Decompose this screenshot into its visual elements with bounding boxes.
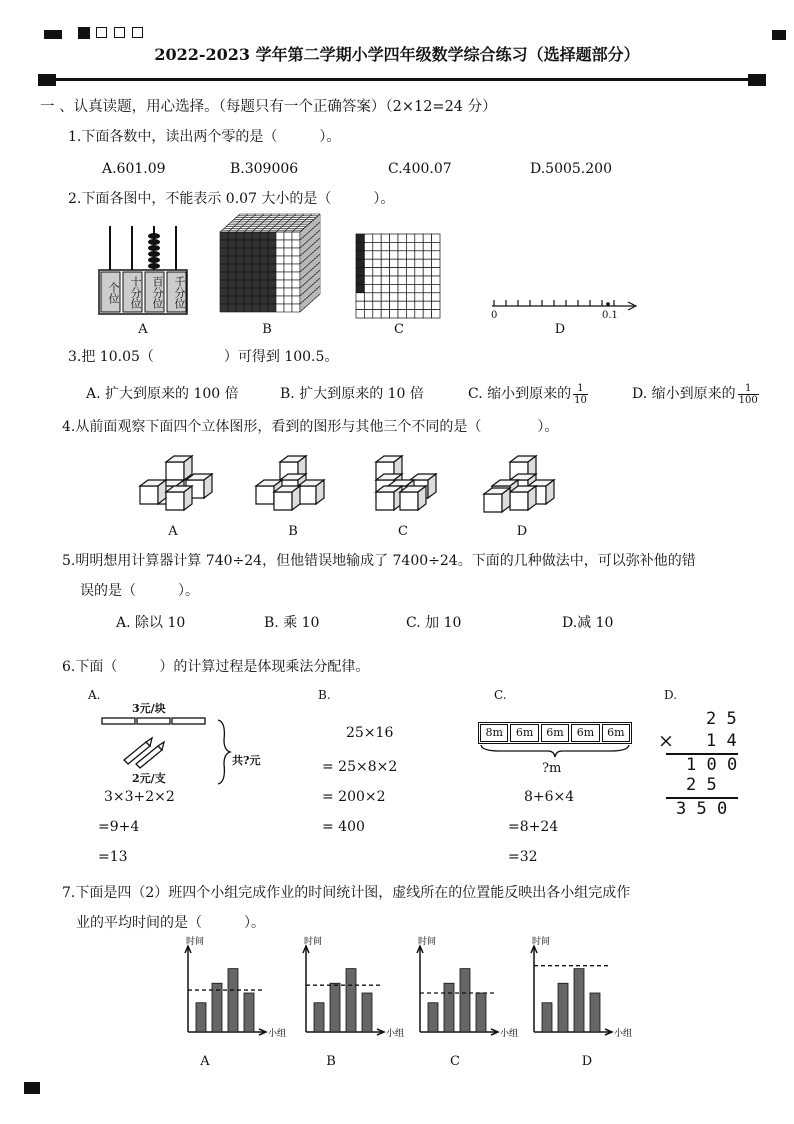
abacus-label-tenths: 十分位 bbox=[129, 275, 142, 309]
chart-x-axis-label: 小组 bbox=[614, 1029, 633, 1039]
header-square-filled bbox=[78, 27, 90, 39]
q3-option-d-text: D. 缩小到原来的 bbox=[632, 386, 736, 402]
q6-a-diagram bbox=[100, 712, 240, 784]
q3-option-d-fraction: $\frac{1}{100}$ bbox=[738, 382, 758, 406]
q6-d-result: 3 5 0 bbox=[676, 799, 728, 819]
chart-y-axis-label: 时间 bbox=[304, 937, 323, 947]
q5-option-b[interactable]: B. 乘 10 bbox=[264, 615, 320, 631]
chart-bar bbox=[244, 993, 254, 1032]
q6-b-line3: = 200×2 bbox=[322, 789, 386, 805]
chart-x-axis-label: 小组 bbox=[268, 1029, 287, 1039]
q3-option-d[interactable] bbox=[632, 378, 759, 410]
q6-b-line1: 25×16 bbox=[346, 725, 394, 741]
q2-option-c-label[interactable]: C bbox=[394, 322, 404, 337]
q6-c-question: ?m bbox=[542, 761, 562, 776]
q7-option-d-label[interactable]: D bbox=[581, 1054, 593, 1069]
q6-a-line2: =9+4 bbox=[98, 819, 140, 835]
corner-mark-bottom-left bbox=[24, 1082, 40, 1094]
time-chart-a bbox=[176, 937, 287, 1052]
chart-y-axis-label: 时间 bbox=[532, 937, 551, 947]
chart-x-axis-label: 小组 bbox=[500, 1029, 519, 1039]
q1-option-a[interactable]: A.601.09 bbox=[102, 161, 166, 177]
q6-d-row2: 1 4 bbox=[706, 731, 737, 751]
q6-b-line4: = 400 bbox=[322, 819, 365, 835]
chart-bar bbox=[590, 993, 600, 1032]
q5-option-a[interactable]: A. 除以 10 bbox=[116, 615, 186, 631]
time-chart-d bbox=[522, 937, 636, 1052]
q6-c-line3: =32 bbox=[508, 849, 538, 865]
q6-a-label[interactable]: A. bbox=[88, 688, 101, 702]
chart-bar bbox=[460, 969, 470, 1032]
q5-option-d[interactable]: D.减 10 bbox=[562, 615, 614, 631]
cube-figure-d bbox=[476, 452, 556, 524]
q2-option-d-label[interactable]: D bbox=[554, 322, 566, 337]
q6-c-box-2: 6m bbox=[510, 724, 538, 742]
q6-c-box-5: 6m bbox=[602, 724, 630, 742]
q6-a-total: 共?元 bbox=[232, 754, 261, 767]
q7-option-a-label[interactable]: A bbox=[200, 1054, 210, 1069]
q7-stem-line1: 7.下面是四（2）班四个小组完成作业的时间统计图，虚线所在的位置能反映出各小组完成作 bbox=[62, 885, 631, 901]
section-heading: 一 、认真读题，用心选择。（每题只有一个正确答案）（2×12=24 分） bbox=[40, 99, 497, 115]
time-chart-b bbox=[294, 937, 408, 1052]
hundred-grid-figure bbox=[354, 232, 444, 318]
abacus-label-hundredths: 百分位 bbox=[151, 275, 164, 309]
q6-b-line2: = 25×8×2 bbox=[322, 759, 398, 775]
chart-bar bbox=[428, 1003, 438, 1032]
corner-mark-top-right bbox=[772, 30, 786, 40]
q4-option-c-label[interactable]: C bbox=[398, 524, 408, 539]
title-rule bbox=[56, 78, 750, 81]
q1-option-d[interactable]: D.5005.200 bbox=[530, 161, 612, 177]
q3-option-c-fraction: $\frac{1}{10}$ bbox=[574, 382, 587, 406]
q7-stem-line2: 业的平均时间的是（ ）。 bbox=[76, 915, 265, 931]
q6-d-row3: 1 0 0 bbox=[686, 755, 738, 775]
number-line-end: 0.1 bbox=[602, 310, 618, 321]
chart-bar bbox=[542, 1003, 552, 1032]
q6-d-row4: 2 5 bbox=[686, 775, 717, 795]
q3-option-b[interactable]: B. 扩大到原来的 10 倍 bbox=[280, 386, 424, 402]
q6-b-label[interactable]: B. bbox=[318, 688, 331, 702]
abacus-label-thousandths: 千分位 bbox=[173, 275, 186, 309]
q6-a-mid-caption: 2元/支 bbox=[132, 772, 166, 785]
q1-stem: 1.下面各数中，读出两个零的是（ ）。 bbox=[68, 129, 341, 145]
q6-d-label[interactable]: D. bbox=[664, 688, 678, 702]
q6-a-line3: =13 bbox=[98, 849, 128, 865]
cube-figure-c bbox=[366, 452, 446, 524]
chart-bar bbox=[228, 969, 238, 1032]
q6-c-line1: 8+6×4 bbox=[524, 789, 575, 805]
chart-y-axis-label: 时间 bbox=[418, 937, 437, 947]
chart-bar bbox=[330, 983, 340, 1032]
header-square-1 bbox=[96, 27, 107, 38]
q4-option-a-label[interactable]: A bbox=[168, 524, 178, 539]
q6-d-row1: 2 5 bbox=[706, 709, 737, 729]
q4-option-d-label[interactable]: D bbox=[516, 524, 528, 539]
q6-c-brace bbox=[480, 744, 630, 758]
chart-bar bbox=[476, 993, 486, 1032]
q7-option-b-label[interactable]: B bbox=[326, 1054, 336, 1069]
q2-option-b-label[interactable]: B bbox=[262, 322, 272, 337]
chart-y-axis-label: 时间 bbox=[186, 937, 205, 947]
corner-mark-top-left bbox=[44, 30, 62, 39]
q1-option-c[interactable]: C.400.07 bbox=[388, 161, 452, 177]
chart-bar bbox=[346, 969, 356, 1032]
header-square-2 bbox=[114, 27, 125, 38]
q1-option-b[interactable]: B.309006 bbox=[230, 161, 299, 177]
q6-a-top-caption: 3元/块 bbox=[132, 702, 166, 715]
q7-option-c-label[interactable]: C bbox=[450, 1054, 460, 1069]
q6-stem: 6.下面（ ）的计算过程是体现乘法分配律。 bbox=[62, 659, 370, 675]
chart-x-axis-label: 小组 bbox=[386, 1029, 405, 1039]
header-square-3 bbox=[132, 27, 143, 38]
q6-c-bar bbox=[478, 722, 632, 744]
cube-figure-a bbox=[136, 452, 216, 524]
q3-option-c-text: C. 缩小到原来的 bbox=[468, 386, 572, 402]
time-chart-c bbox=[408, 937, 522, 1052]
q5-stem-line1: 5.明明想用计算器计算 740÷24，但他错误地输成了 7400÷24。下面的几种做法中，可以弥补他的错 bbox=[62, 553, 696, 569]
abacus-label-ones: 个位 bbox=[107, 282, 120, 304]
q6-c-box-3: 6m bbox=[541, 724, 569, 742]
page-title: 2022-2023 学年第二学期小学四年级数学综合练习（选择题部分） bbox=[154, 45, 640, 64]
q6-d-operator: × bbox=[658, 730, 674, 752]
q6-c-label[interactable]: C. bbox=[494, 688, 507, 702]
q6-c-box-4: 6m bbox=[571, 724, 599, 742]
chart-bar bbox=[362, 993, 372, 1032]
q3-stem: 3.把 10.05（ ）可得到 100.5。 bbox=[68, 349, 339, 365]
cube-figure-b bbox=[254, 452, 334, 524]
chart-bar bbox=[558, 983, 568, 1032]
q6-c-box-1: 8m bbox=[480, 724, 508, 742]
q5-stem-line2: 误的是（ ）。 bbox=[80, 583, 199, 599]
chart-bar bbox=[574, 969, 584, 1032]
title-bar-left-cap bbox=[38, 74, 56, 86]
chart-bar bbox=[314, 1003, 324, 1032]
hundred-cube-figure bbox=[218, 212, 334, 322]
chart-bar bbox=[196, 1003, 206, 1032]
q6-a-line1: 3×3+2×2 bbox=[104, 789, 175, 805]
q6-c-line2: =8+24 bbox=[508, 819, 559, 835]
q5-option-c[interactable]: C. 加 10 bbox=[406, 615, 462, 631]
q3-option-a[interactable]: A. 扩大到原来的 100 倍 bbox=[86, 386, 239, 402]
number-line-zero: 0 bbox=[491, 310, 498, 321]
q3-option-c[interactable] bbox=[468, 378, 588, 410]
q4-option-b-label[interactable]: B bbox=[288, 524, 298, 539]
chart-bar bbox=[444, 983, 454, 1032]
q4-stem: 4.从前面观察下面四个立体图形，看到的图形与其他三个不同的是（ ）。 bbox=[62, 419, 559, 435]
title-bar-right-cap bbox=[748, 74, 766, 86]
q2-option-a-label[interactable]: A bbox=[138, 322, 148, 337]
q2-stem: 2.下面各图中，不能表示 0.07 大小的是（ ）。 bbox=[68, 191, 395, 207]
